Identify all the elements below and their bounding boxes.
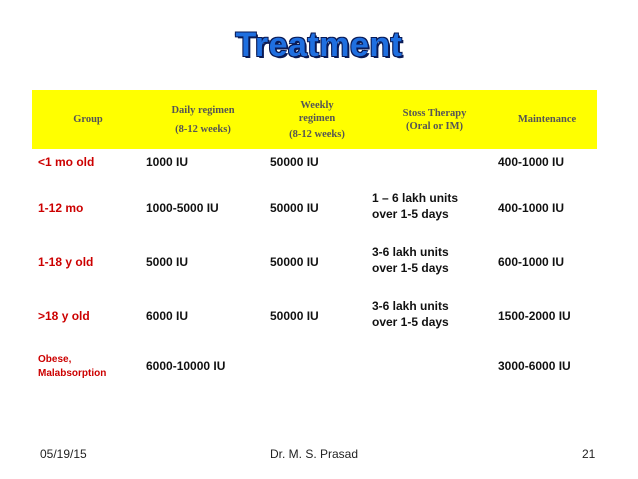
row2-group: 1-12 mo <box>38 201 84 215</box>
row4-group: >18 y old <box>38 309 90 323</box>
row5-group-line1: Obese, <box>38 354 72 365</box>
row2-stoss-line1: 1 – 6 lakh units <box>372 191 459 205</box>
footer-author: Dr. M. S. Prasad <box>270 447 359 461</box>
row3-daily: 5000 IU <box>146 255 189 269</box>
row1-daily: 1000 IU <box>146 155 189 169</box>
header-stoss-line1: Stoss Therapy <box>402 107 467 119</box>
row3-stoss-line2: over 1-5 days <box>372 261 449 275</box>
header-maintenance <box>497 90 597 149</box>
row4-weekly: 50000 IU <box>270 309 319 323</box>
header-maintenance-label: Maintenance <box>517 114 577 125</box>
header-group <box>32 90 144 149</box>
footer-page-number: 21 <box>582 447 596 461</box>
header-stoss-therapy <box>372 90 497 149</box>
row5-daily: 6000-10000 IU <box>146 359 226 373</box>
header-daily-line2: (8-12 weeks) <box>175 123 231 135</box>
row2-maintenance: 400-1000 IU <box>498 201 565 215</box>
row2-weekly: 50000 IU <box>270 201 319 215</box>
row5-maintenance: 3000-6000 IU <box>498 359 571 373</box>
header-weekly-line1: Weekly <box>300 99 334 111</box>
header-group-label: Group <box>73 114 103 125</box>
header-daily-line1: Daily regimen <box>171 104 235 116</box>
header-weekly-regimen <box>262 90 372 149</box>
row3-group: 1-18 y old <box>38 255 94 269</box>
row3-weekly: 50000 IU <box>270 255 319 269</box>
row4-maintenance: 1500-2000 IU <box>498 309 571 323</box>
row4-daily: 6000 IU <box>146 309 189 323</box>
table-header <box>32 90 597 149</box>
row4-stoss-line1: 3-6 lakh units <box>372 299 449 313</box>
row1-maintenance: 400-1000 IU <box>498 155 565 169</box>
header-weekly-line2: regimen <box>298 112 336 124</box>
row3-maintenance: 600-1000 IU <box>498 255 565 269</box>
header-weekly-line3: (8-12 weeks) <box>289 128 345 140</box>
row5-group-line2: Malabsorption <box>38 368 107 379</box>
row1-group: <1 mo old <box>38 155 95 169</box>
row2-stoss-line2: over 1-5 days <box>372 207 449 221</box>
header-stoss-line2: (Oral or IM) <box>406 120 463 132</box>
row3-stoss-line1: 3-6 lakh units <box>372 245 449 259</box>
header-daily-regimen <box>144 90 262 149</box>
slide-title: Treatment <box>235 26 403 64</box>
row1-weekly: 50000 IU <box>270 155 319 169</box>
row2-daily: 1000-5000 IU <box>146 201 219 215</box>
row4-stoss-line2: over 1-5 days <box>372 315 449 329</box>
footer-date: 05/19/15 <box>40 447 87 461</box>
